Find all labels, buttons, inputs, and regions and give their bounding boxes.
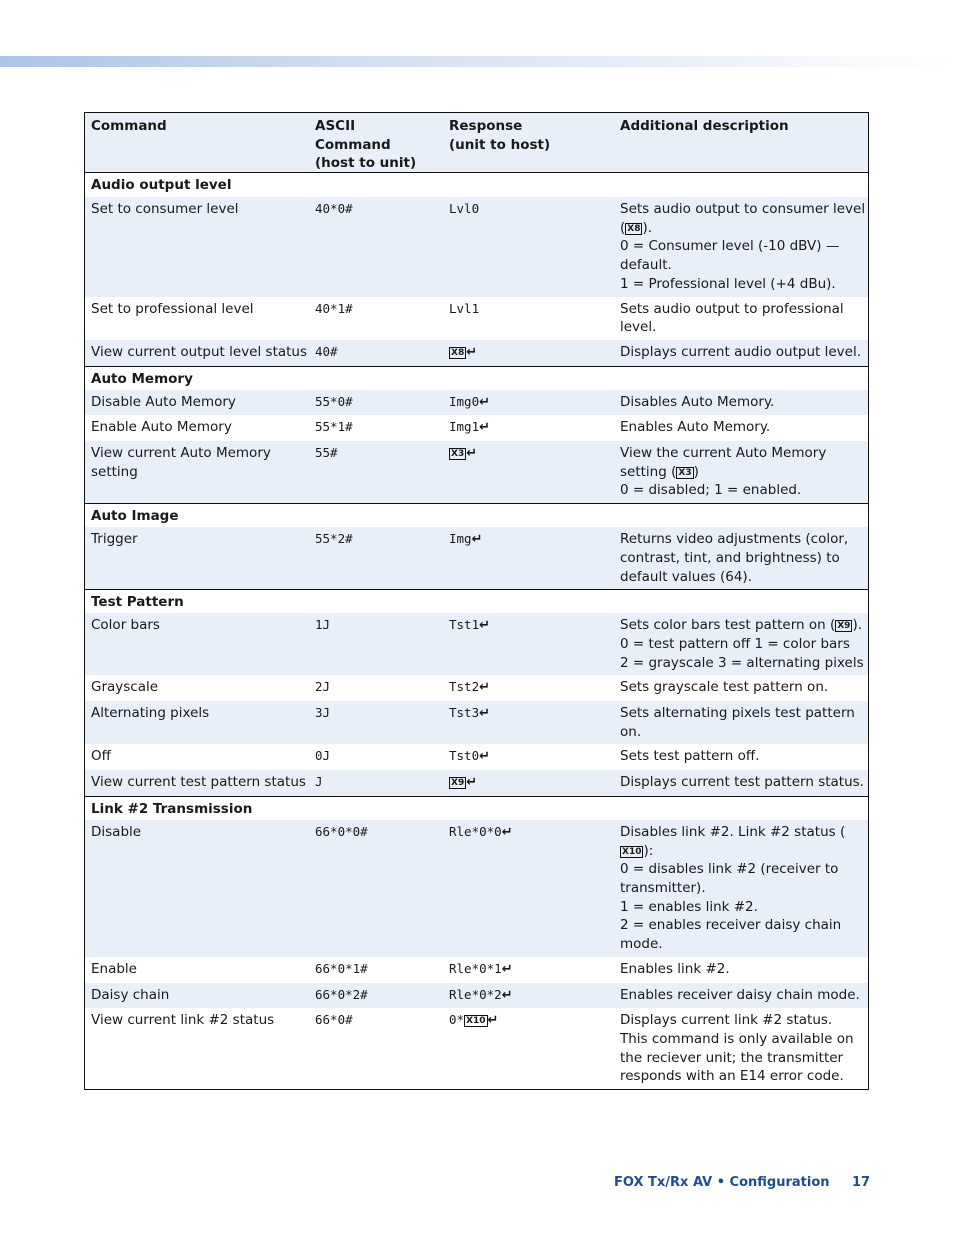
table-row (85, 744, 868, 770)
ascii-cell: 40# (315, 343, 338, 359)
return-arrow-icon: ↵ (466, 446, 478, 462)
response-cell: Img1↵ (449, 419, 491, 436)
return-arrow-icon: ↵ (479, 680, 491, 696)
header-ascii: ASCII Command (host to unit) (315, 118, 417, 172)
response-cell (443, 770, 614, 796)
description-line: Disables link #2. Link #2 status (X10 ): (620, 823, 846, 859)
ascii-cell: 1J (315, 617, 331, 633)
response-cell: Tst3↵ (449, 705, 491, 722)
ascii-cell: 55*1# (315, 419, 353, 435)
table-header (85, 113, 868, 173)
return-arrow-icon: ↵ (501, 824, 513, 840)
ascii-cell: 3J (315, 705, 331, 721)
description-cell (614, 415, 868, 441)
command-cell: Set to consumer level (91, 201, 239, 217)
variable-box: X8 (627, 223, 641, 234)
description-line: Sets audio output to professional level. (620, 300, 844, 336)
variable-box: X3 (451, 449, 465, 460)
table-row (85, 675, 868, 701)
return-arrow-icon: ↵ (466, 344, 478, 360)
description-cell (614, 983, 868, 1009)
variable-box: X10 (622, 846, 642, 857)
description-line: Sets grayscale test pattern on. (620, 679, 829, 696)
response-cell: Rle*0*0↵ (449, 823, 513, 840)
section-title: Test Pattern (85, 589, 868, 613)
description-line: 1 = enables link #2. (620, 898, 758, 915)
ascii-cell: J (315, 774, 323, 790)
description-line: Displays current test pattern status. (620, 774, 864, 791)
description-line: Sets alternating pixels test pattern on. (620, 705, 855, 740)
description-line: Returns video adjustments (color, contrast, tint, and brightness) to default values (64). (620, 531, 849, 585)
table-row (85, 441, 868, 503)
section-title: Auto Memory (85, 366, 868, 390)
ascii-cell: 55# (315, 445, 338, 461)
command-table (84, 112, 869, 1090)
variable-box: X10 (466, 1016, 486, 1027)
description-line: Enables link #2. (620, 960, 730, 977)
return-arrow-icon: ↵ (471, 532, 483, 548)
command-cell: Color bars (91, 617, 160, 634)
ascii-cell: 2J (315, 679, 331, 695)
response-cell: Img0↵ (449, 393, 491, 410)
return-arrow-icon: ↵ (501, 961, 513, 977)
command-cell: View current output level status (91, 343, 308, 360)
ascii-cell: 0J (315, 748, 331, 764)
variable-box: X9 (837, 621, 851, 632)
response-cell (443, 340, 614, 366)
return-arrow-icon: ↵ (466, 775, 478, 791)
table-row (85, 820, 868, 957)
description-cell (614, 770, 868, 796)
description-line: 0 = disabled; 1 = enabled. (620, 482, 802, 499)
description-line: 2 = enables receiver daisy chain mode. (620, 917, 842, 953)
command-cell: Trigger (91, 531, 138, 548)
description-line: Enables Auto Memory. (620, 419, 771, 436)
table-row (85, 197, 868, 297)
table-row (85, 983, 868, 1009)
description-cell (614, 340, 868, 366)
description-cell (614, 197, 868, 297)
description-line: This command is only available on the reciever unit; the transmitter responds with an E14 error code. (620, 1030, 854, 1085)
return-arrow-icon: ↵ (479, 420, 491, 436)
command-cell: Disable Auto Memory (91, 393, 236, 410)
table-row (85, 1008, 868, 1089)
response-cell: Lvl0 (449, 201, 480, 216)
description-cell (614, 744, 868, 770)
variable-box: X8 (451, 347, 465, 358)
section-title: Link #2 Transmission (85, 796, 868, 820)
response-cell (443, 441, 614, 503)
description-line: Sets audio output to consumer level ( X8 ). (620, 201, 866, 236)
description-line: Sets color bars test pattern on ( X9 ). (620, 617, 862, 634)
command-cell: View current test pattern status (91, 774, 306, 791)
description-line: Displays current link #2 status. (620, 1012, 833, 1029)
command-cell: Set to professional level (91, 300, 254, 317)
response-cell: Tst1↵ (449, 617, 491, 634)
header-gradient-bar (0, 56, 954, 67)
response-cell: Rle*0*2↵ (449, 986, 513, 1003)
return-arrow-icon: ↵ (479, 394, 491, 410)
description-line: 0 = test pattern off 1 = color bars (620, 635, 850, 652)
description-line: Enables receiver daisy chain mode. (620, 986, 860, 1003)
command-cell: View current Auto Memory setting (91, 445, 271, 480)
ascii-cell: 66*0*2# (315, 986, 368, 1002)
command-cell: Off (91, 748, 111, 765)
description-cell (614, 613, 868, 675)
ascii-cell: 40*0# (315, 201, 353, 216)
description-cell (614, 957, 868, 983)
ascii-cell: 55*2# (315, 531, 353, 547)
description-cell (614, 441, 868, 503)
response-cell: 0* X10 ↵ (449, 1012, 499, 1029)
footer-title: FOX Tx/Rx AV • Configuration (614, 1175, 830, 1190)
ascii-cell: 40*1# (315, 300, 353, 316)
command-cell: Enable (91, 960, 137, 977)
description-line: View the current Auto Memory setting ( X3 ) (620, 445, 827, 480)
return-arrow-icon: ↵ (487, 1013, 499, 1029)
ascii-cell: 66*0*1# (315, 960, 368, 976)
header-description: Additional description (620, 118, 789, 134)
variable-box: X3 (678, 467, 692, 478)
command-cell: Grayscale (91, 679, 159, 696)
return-arrow-icon: ↵ (479, 706, 491, 722)
table-row (85, 701, 868, 744)
table-row (85, 957, 868, 983)
return-arrow-icon: ↵ (501, 987, 513, 1003)
response-cell: Img↵ (449, 531, 483, 548)
description-cell (614, 675, 868, 701)
variable-box: X9 (451, 778, 465, 789)
table-row (85, 340, 868, 366)
description-line: Disables Auto Memory. (620, 393, 775, 410)
table-row (85, 390, 868, 416)
page-number: 17 (852, 1175, 871, 1190)
return-arrow-icon: ↵ (479, 749, 491, 765)
command-cell: View current link #2 status (91, 1012, 275, 1029)
description-line: Sets test pattern off. (620, 748, 760, 765)
response-cell: Tst0↵ (449, 748, 491, 765)
table-body (85, 173, 868, 1089)
table-row (85, 297, 868, 340)
return-arrow-icon: ↵ (479, 618, 491, 634)
description-line: Displays current audio output level. (620, 343, 861, 360)
description-line: 2 = grayscale 3 = alternating pixels (620, 654, 864, 671)
table-row (85, 415, 868, 441)
description-cell (614, 1008, 868, 1089)
section-title: Audio output level (91, 177, 232, 193)
response-cell: Rle*0*1↵ (449, 960, 513, 977)
header-command: Command (91, 118, 167, 134)
command-cell: Alternating pixels (91, 705, 210, 722)
description-cell (614, 297, 868, 340)
description-line: 0 = Consumer level (-10 dBV) — default. (620, 238, 840, 274)
command-cell: Enable Auto Memory (91, 419, 232, 436)
command-cell: Daisy chain (91, 986, 170, 1003)
description-cell (614, 527, 868, 589)
ascii-cell: 55*0# (315, 393, 353, 409)
description-cell (614, 820, 868, 957)
response-cell: Lvl1 (449, 300, 480, 316)
ascii-cell: 66*0*0# (315, 823, 368, 839)
header-response: Response (unit to host) (449, 118, 551, 153)
section-title: Auto Image (85, 503, 868, 527)
description-cell (614, 701, 868, 744)
description-line: 1 = Professional level (+4 dBu). (620, 275, 836, 292)
description-cell (614, 390, 868, 416)
ascii-cell: 66*0# (315, 1012, 353, 1028)
table-row (85, 770, 868, 796)
response-cell: Tst2↵ (449, 679, 491, 696)
command-cell: Disable (91, 823, 142, 840)
table-row (85, 527, 868, 589)
description-line: 0 = disables link #2 (receiver to transmitter). (620, 861, 839, 896)
table-row (85, 613, 868, 675)
